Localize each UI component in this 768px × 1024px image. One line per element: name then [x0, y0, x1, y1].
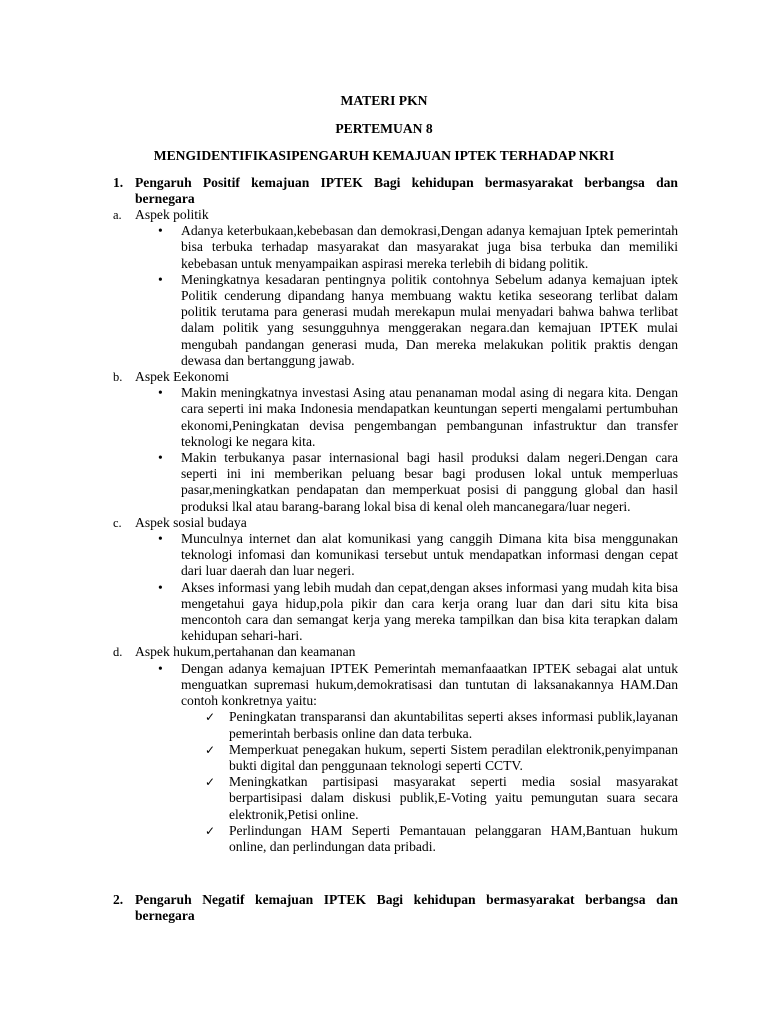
- sub-aspect-politik: [113, 207, 678, 369]
- doc-meeting: PERTEMUAN 8: [335, 121, 433, 136]
- sub-heading: [113, 207, 678, 223]
- section-2-heading-text: Pengaruh Negatif kemajuan IPTEK Bagi kehidupan bermasyarakat berbangsa dan bernegara: [135, 892, 678, 924]
- bullet-text: Akses informasi yang lebih mudah dan cepat,dengan akses informasi yang mudah kita bisa mengetahui gaya hidup,pola pikir dan cara kerja orang luar dan dari situ kita bisa mencontoh cara dan semangat kerja yang mereka tampilkan dan bisa kita terapkan dalam kehidupan sehari-hari.: [181, 579, 678, 644]
- bullet-item: [158, 271, 678, 369]
- bullet-list: [113, 531, 678, 644]
- sub-aspect-hukum: [113, 644, 678, 855]
- check-item: [205, 709, 678, 741]
- sub-heading: [113, 515, 678, 531]
- bullet-icon: •: [158, 531, 163, 547]
- sub-letter: a.: [113, 208, 122, 222]
- sub-heading-text: Aspek Eekonomi: [135, 369, 230, 385]
- sub-aspect-ekonomi: [113, 369, 678, 515]
- check-text: Memperkuat penegakan hukum, seperti Sistem peradilan elektronik,penyimpanan bukti digital dan penggunaan teknologi seperti CCTV.: [229, 741, 678, 773]
- check-list: [181, 709, 678, 855]
- check-text: Meningkatkan partisipasi masyarakat seperti media sosial masyarakat berpartisipasi dalam diskusi publik,E-Voting yaitu pemungutan suara secara elektronik,Petisi online.: [229, 774, 678, 822]
- section-1-heading-text: Pengaruh Positif kemajuan IPTEK Bagi kehidupan bermasyarakat berbangsa dan bernegara: [135, 175, 678, 207]
- bullet-icon: •: [158, 450, 163, 466]
- bullet-item: [158, 385, 678, 450]
- check-item: [205, 741, 678, 774]
- sub-letter: c.: [113, 515, 122, 530]
- bullet-item: [158, 579, 678, 645]
- bullet-icon: •: [158, 223, 163, 239]
- check-text: Peningkatan transparansi dan akuntabilitas seperti akses informasi publik,layanan pemerintah berbasis online dan data terbuka.: [229, 709, 678, 741]
- section-2-heading: [113, 892, 678, 924]
- sub-heading-text: Aspek hukum,pertahanan dan keamanan: [135, 644, 356, 660]
- sub-heading-text: Aspek sosial budaya: [135, 514, 247, 530]
- bullet-item: [158, 531, 678, 580]
- bullet-list: [113, 661, 678, 855]
- sub-letter: d.: [113, 645, 123, 660]
- bullet-list: [113, 223, 678, 369]
- section-1-body: [113, 207, 678, 855]
- bullet-item: [158, 660, 678, 855]
- bullet-icon: •: [158, 271, 163, 287]
- bullet-text: Makin terbukanya pasar internasional bagi hasil produksi dalam negeri.Dengan cara seperti ini ini memberikan peluang besar bagi produsen lokal untuk memperluas pasar,meningkatkan pendapatan dan memperkuat posisi di panggung global dan hasil produksi lkal atau barang-barang lokal bisa di kenal oleh mancanegara/luar negeri.: [181, 450, 678, 514]
- bullet-list: [113, 385, 678, 515]
- sub-heading-text: Aspek politik: [135, 207, 209, 222]
- bullet-item: [158, 223, 678, 272]
- doc-title: MATERI PKN: [340, 93, 428, 108]
- check-item: [205, 774, 678, 823]
- check-item: [205, 822, 678, 855]
- bullet-icon: •: [158, 660, 163, 676]
- checkmark-icon: ✓: [205, 710, 216, 725]
- bullet-icon: •: [158, 579, 163, 595]
- section-1-heading: [113, 175, 678, 207]
- bullet-text: Makin meningkatnya investasi Asing atau penanaman modal asing di negara kita. Dengan cara seperti ini maka Indonesia mendapatkan keuntungan seperti mengalami pertumbuhan ekonomi,Peningkatan devisa pengembangan pembangunan infastruktur dan transfer teknologi ke negara kita.: [181, 385, 678, 449]
- checkmark-icon: ✓: [205, 742, 216, 757]
- checkmark-icon: ✓: [205, 775, 216, 790]
- sub-heading: [113, 644, 678, 660]
- sub-aspect-sosial-budaya: [113, 515, 678, 645]
- check-text: Perlindungan HAM Seperti Pemantauan pelanggaran HAM,Bantuan hukum online, dan perlindungan data pribadi.: [229, 822, 678, 854]
- bullet-text: Meningkatnya kesadaran pentingnya politik contohnya Sebelum adanya kemajuan iptek Politik cenderung dipandang hanya membuang waktu ketika seseorang terlibat dalam politik terutama para generasi mudah merekapun mulai menyadari bahwa bahwa terlibat dalam politik yang sesungguhnya menggerakan negara.dan kemajuan IPTEK mulai mengubah pandangan generasi muda, Dan mereka melakukan politik praktis dengan dewasa dan bertanggung jawab.: [181, 271, 678, 368]
- section-1-number: 1.: [113, 175, 124, 190]
- section-2-number: 2.: [113, 892, 124, 907]
- checkmark-icon: ✓: [205, 823, 216, 838]
- doc-topic: MENGIDENTIFIKASIPENGARUH KEMAJUAN IPTEK TERHADAP NKRI: [153, 148, 615, 163]
- bullet-text: Dengan adanya kemajuan IPTEK Pemerintah memanfaaatkan IPTEK sebagai alat untuk menguatkan supremasi hukum,demokratisasi dan tuntutan di laksanakannya HAM.Dan contoh konkretnya yaitu:: [181, 660, 678, 709]
- sub-heading: [113, 369, 678, 385]
- bullet-item: [158, 450, 678, 515]
- sub-letter: b.: [113, 370, 123, 385]
- bullet-text: Adanya keterbukaan,kebebasan dan demokrasi,Dengan adanya kemajuan Iptek pemerintah bisa terbuka terhadap masyarakat dan masyarakat juga bisa terbuka dan memiliki kebebasan untuk menyampaikan aspirasi mereka terlebih di bidang politik.: [181, 223, 678, 271]
- bullet-text: Munculnya internet dan alat komunikasi yang canggih Dimana kita bisa menggunakan teknologi infomasi dan komunikasi tersebut untuk mendapatkan informasi dengan cepat dari luar daerah dan luar negeri.: [181, 531, 678, 579]
- bullet-icon: •: [158, 385, 163, 401]
